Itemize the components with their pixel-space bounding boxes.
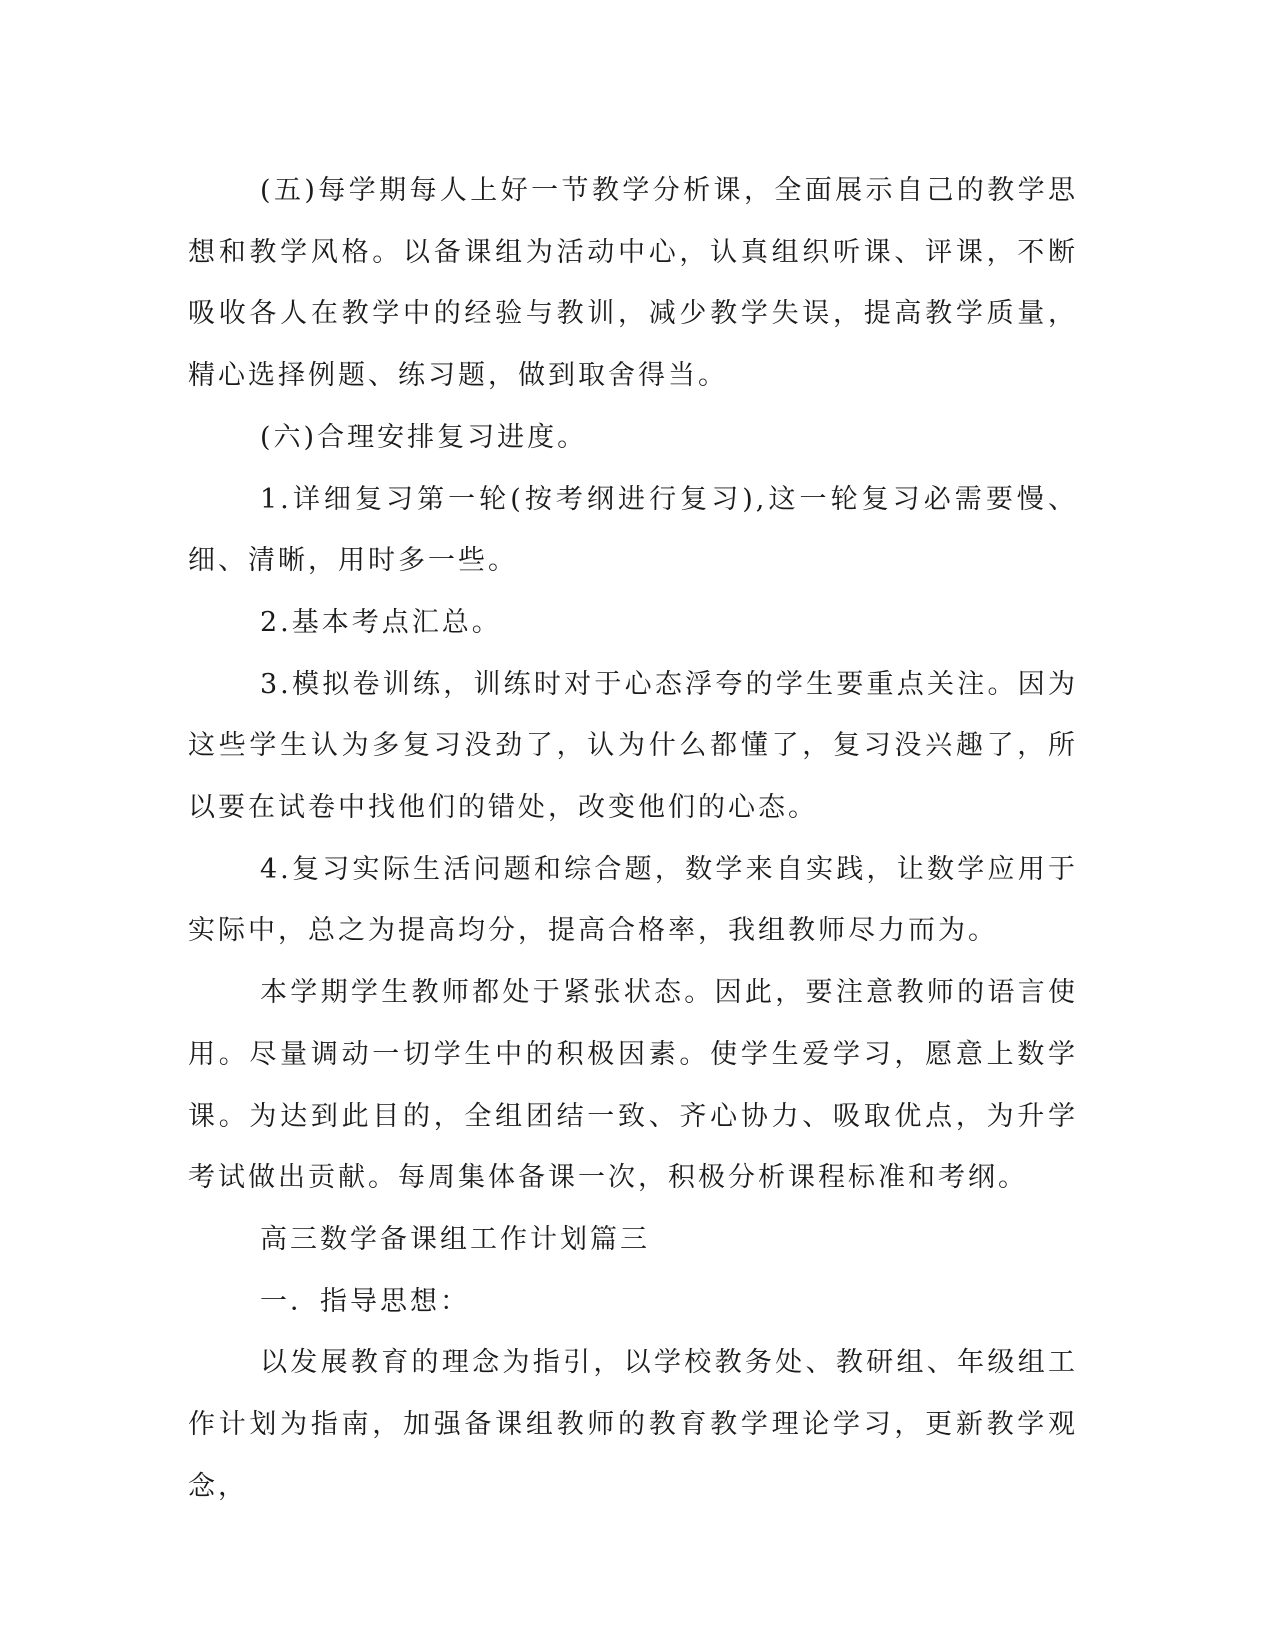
paragraph-review-step-1: 1.详细复习第一轮(按考纲进行复习),这一轮复习必需要慢、细、清晰，用时多一些。	[188, 483, 1078, 577]
paragraph-guiding-ideology: 以发展教育的理念为指引，以学校教务处、教研组、年级组工作计划为指南，加强备课组教师的教育教学理论学习，更新教学观念，	[188, 1347, 1078, 1502]
document-page	[188, 160, 1078, 1517]
section-title: 高三数学备课组工作计划篇三	[260, 1223, 650, 1255]
paragraph-review-step-2: 2.基本考点汇总。	[260, 606, 502, 638]
section-heading-guiding-ideology: 一．指导思想：	[260, 1285, 470, 1317]
paragraph-review-step-3: 3.模拟卷训练，训练时对于心态浮夸的学生要重点关注。因为这些学生认为多复习没劲了，认为什么都懂了，复习没兴趣了，所以要在试卷中找他们的错处，改变他们的心态。	[188, 668, 1078, 824]
paragraph-review-step-4: 4.复习实际生活问题和综合题，数学来自实践，让数学应用于实际中，总之为提高均分，提高合格率，我组教师尽力而为。	[188, 853, 1078, 947]
paragraph-semester-summary: 本学期学生教师都处于紧张状态。因此，要注意教师的语言使用。尽量调动一切学生中的积极因素。使学生爱学习，愿意上数学课。为达到此目的，全组团结一致、齐心协力、吸取优点，为升学考试做出贡献。每周集体备课一次，积极分析课程标准和考纲。	[188, 977, 1078, 1194]
paragraph-review-schedule: (六)合理安排复习进度。	[260, 421, 588, 453]
paragraph-teaching-analysis: (五)每学期每人上好一节教学分析课，全面展示自己的教学思想和教学风格。以备课组为活动中心，认真组织听课、评课，不断吸收各人在教学中的经验与教训，减少教学失误，提高教学质量，精心选择例题、练习题，做到取舍得当。	[188, 175, 1078, 392]
